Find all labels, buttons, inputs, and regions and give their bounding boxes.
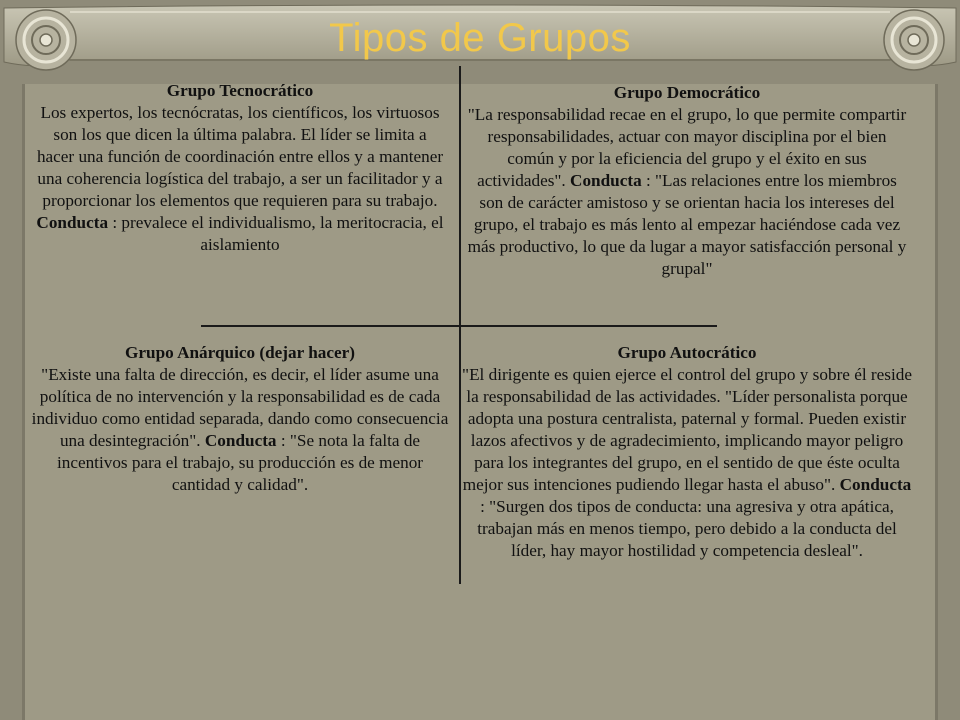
quadrant-heading: Grupo Autocrático: [617, 343, 757, 362]
conduct-text: : "Surgen dos tipos de conducta: una agresiva y otra apática, trabajan más en menos tiempo, pero debido a la conducta del líder, hay mayor hostilidad y competencia desleal".: [477, 497, 897, 560]
horizontal-divider: [201, 325, 717, 327]
quadrant-democratico: [464, 82, 910, 280]
quadrant-body: "La responsabilidad recae en el grupo, lo que permite compartir responsabilidades, actuar con mayor disciplina por el bien común y por la eficiencia del grupo y el éxito en sus actividades".: [467, 105, 907, 190]
quadrant-heading: Grupo Tecnocrático: [166, 81, 314, 100]
conduct-label: Conducta: [839, 475, 912, 494]
conduct-label: Conducta: [570, 171, 642, 190]
conduct-text: : "Se nota la falta de incentivos para el trabajo, su producción es de menor cantidad y calidad".: [56, 431, 424, 494]
quadrant-tecnocratico: [36, 80, 444, 256]
quadrant-body: "Existe una falta de dirección, es decir, el líder asume una política de no intervención y la responsabilidad es de cada individuo como entidad separada, dando como consecuencia una desintegración".: [31, 365, 449, 450]
quadrant-heading: Grupo Anárquico (dejar hacer): [125, 343, 355, 362]
conduct-text: : prevalece el individualismo, la meritocracia, el aislamiento: [112, 213, 444, 254]
quadrant-autocratico: [462, 342, 912, 562]
quadrant-anarquico: [30, 342, 450, 496]
conduct-label: Conducta: [36, 213, 109, 232]
quadrant-body: "El dirigente es quien ejerce el control del grupo y sobre él reside la responsabilidad de las actividades. "Líder personalista porque adopta una postura centralista, paternal y formal. Pueden existir lazos afectivos y de agradecimiento, implicando mayor peligro para los integrantes del grupo, en el sentido de que éste oculta mejor sus intenciones pudiendo llegar hasta el abuso".: [462, 365, 912, 494]
quadrant-heading: Grupo Democrático: [613, 83, 761, 102]
conduct-text: : "Las relaciones entre los miembros son de carácter amistoso y se orientan hacia los intereses del grupo, el trabajo es más lento al empezar haciéndose cada vez más productivo, lo que da lugar a mayor satisfacción personal y grupal": [467, 171, 907, 278]
conduct-label: Conducta: [204, 431, 277, 450]
quadrant-body: Los expertos, los tecnócratas, los científicos, los virtuosos son los que dicen la última palabra. El líder se limita a hacer una función de coordinación entre ellos y a mantener una coherencia logística del trabajo, a ser un facilitador y a proporcionar los elementos que requieren para su trabajo.: [36, 103, 444, 210]
slide-title: Tipos de Grupos: [329, 16, 631, 60]
